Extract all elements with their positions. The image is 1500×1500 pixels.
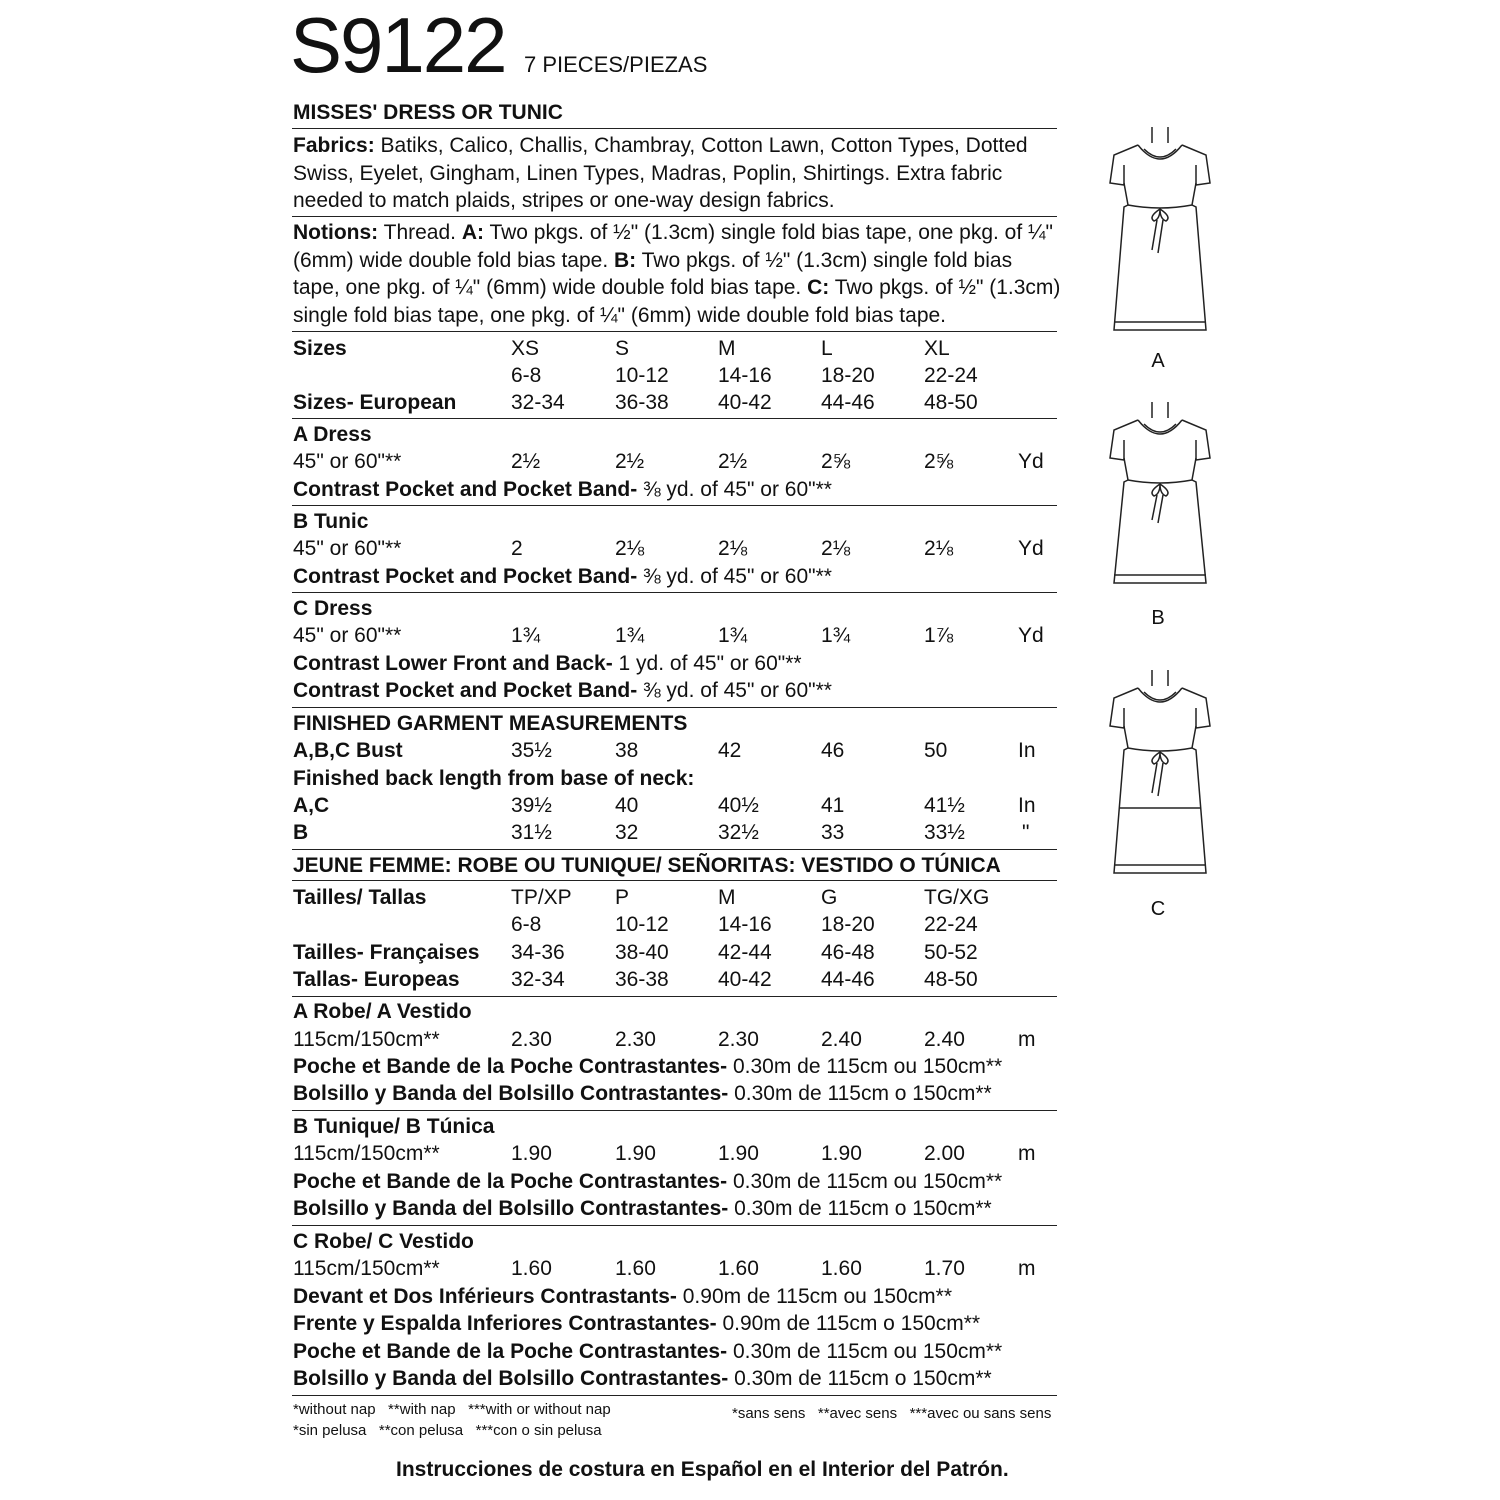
metric-numbers-row <box>293 911 1053 938</box>
sizes-numbers-row <box>293 362 1053 389</box>
contrast-value: 0.90m de 115cm ou 150cm** <box>676 1285 953 1308</box>
contrast-label: Poche et Bande de la Poche Contrastantes- <box>293 1170 728 1193</box>
finished-title: FINISHED GARMENT MEASUREMENTS <box>293 712 688 735</box>
contrast-value: ⅜ yd. of 45" or 60"** <box>637 478 832 501</box>
yardage-value: 2⅛ <box>821 537 851 560</box>
meterage-value: 1.60 <box>615 1257 656 1280</box>
divider <box>292 216 1057 217</box>
metric-title: JEUNE FEMME: ROBE OU TUNIQUE/ SEÑORITAS: VESTIDO O TÚNICA <box>293 854 1001 877</box>
divider <box>292 880 1057 881</box>
metric-fr-label: Tailles- Françaises <box>293 941 480 964</box>
measurement-value: 33 <box>821 821 845 844</box>
metric-c-bolsillo <box>293 1365 992 1392</box>
metric-b-poche <box>293 1168 1002 1195</box>
yardage-value: 2⅝ <box>924 450 954 473</box>
pattern-number: S9122 <box>290 1 506 89</box>
meterage-value: 2.30 <box>718 1028 759 1051</box>
fabric-width: 115cm/150cm** <box>293 1257 440 1280</box>
meterage-value: 2.30 <box>511 1028 552 1051</box>
b-length-row <box>293 819 1053 846</box>
divider <box>292 418 1057 419</box>
meterage-value: 1.90 <box>718 1142 759 1165</box>
meterage-value: 1.70 <box>924 1257 965 1280</box>
divider <box>292 331 1057 332</box>
yardage-value: 1¾ <box>718 624 748 647</box>
spanish-instructions-note: Instrucciones de costura en Español en el Interior del Patrón. <box>396 1458 1009 1481</box>
view-b-contrast <box>293 563 832 590</box>
measurement-value: 40 <box>615 794 639 817</box>
view-b-title: B Tunic <box>293 510 369 533</box>
yardage-value: 2⅝ <box>821 450 851 473</box>
divider <box>292 849 1057 850</box>
size-letter: P <box>615 886 630 909</box>
size-french: 42-44 <box>718 941 772 964</box>
fabric-width: 45" or 60"** <box>293 624 402 647</box>
view-b-yardage-row <box>293 535 1053 562</box>
yardage-value: 2⅛ <box>718 537 748 560</box>
sizes-european-row <box>293 389 1053 416</box>
contrast-label: Bolsillo y Banda del Bolsillo Contrastantes- <box>293 1082 729 1105</box>
unit: m <box>1018 1257 1036 1280</box>
yardage-value: 1¾ <box>511 624 541 647</box>
unit: In <box>1018 794 1036 817</box>
size-number: 6-8 <box>511 913 542 936</box>
sizes-european-label: Sizes- European <box>293 391 457 414</box>
measurement-value: 33½ <box>924 821 965 844</box>
notions-a-text: Two pkgs. of ½" (1.3cm) single fold bias tape, one pkg. of ¼" (6mm) wide double fold bias tape. <box>293 221 1053 272</box>
view-a-illustration <box>1100 125 1220 340</box>
contrast-label: Poche et Bande de la Poche Contrastantes- <box>293 1055 728 1078</box>
size-french: 46-48 <box>821 941 875 964</box>
meterage-value: 1.90 <box>615 1142 656 1165</box>
divider <box>292 707 1057 708</box>
meterage-value: 1.90 <box>821 1142 862 1165</box>
size-letter: S <box>615 337 630 360</box>
ac-length-row <box>293 792 1053 819</box>
size-number: 6-8 <box>511 364 542 387</box>
contrast-label: Poche et Bande de la Poche Contrastantes- <box>293 1340 728 1363</box>
contrast-label: Contrast Pocket and Pocket Band- <box>293 478 638 501</box>
metric-c-row <box>293 1255 1053 1282</box>
metric-c-poche <box>293 1338 1002 1365</box>
size-french: 50-52 <box>924 941 978 964</box>
divider <box>292 505 1057 506</box>
metric-a-poche <box>293 1053 1002 1080</box>
fabrics-label: Fabrics: <box>293 134 375 157</box>
size-european: 32-34 <box>511 968 565 991</box>
contrast-value: 0.30m de 115cm o 150cm** <box>728 1197 992 1220</box>
b-label: B <box>293 821 309 844</box>
unit: " <box>1022 821 1030 844</box>
fabric-width: 45" or 60"** <box>293 537 402 560</box>
metric-a-bolsillo <box>293 1080 992 1107</box>
size-letter: M <box>718 337 736 360</box>
notions-thread: Thread. <box>378 221 462 244</box>
size-number: 10-12 <box>615 913 669 936</box>
contrast-value: ⅜ yd. of 45" or 60"** <box>637 679 832 702</box>
metric-b-bolsillo <box>293 1195 992 1222</box>
size-european: 32-34 <box>511 391 565 414</box>
yardage-value: 1⅞ <box>924 624 954 647</box>
bust-label: A,B,C Bust <box>293 739 403 762</box>
contrast-value: 0.90m de 115cm o 150cm** <box>716 1312 981 1335</box>
size-european: 48-50 <box>924 968 978 991</box>
size-number: 14-16 <box>718 364 772 387</box>
view-a-yardage-row <box>293 448 1053 475</box>
yardage-value: 2½ <box>718 450 748 473</box>
size-number: 18-20 <box>821 913 875 936</box>
view-b-label: B <box>1151 607 1165 629</box>
size-french: 38-40 <box>615 941 669 964</box>
notions-b-text: Two pkgs. of ½" (1.3cm) single fold bias tape, one pkg. of ¼" (6mm) wide double fold bias tape. <box>293 248 1013 299</box>
contrast-value: 0.30m de 115cm o 150cm** <box>728 1082 992 1105</box>
size-letter: L <box>821 337 833 360</box>
notions-view-a: A: <box>461 221 484 244</box>
meterage-value: 2.40 <box>821 1028 862 1051</box>
back-length-label: Finished back length from base of neck: <box>293 767 695 790</box>
unit: Yd <box>1018 624 1044 647</box>
footnote-french: *sans sens **avec sens ***avec ou sans sens <box>732 1405 1052 1422</box>
metric-fr-row <box>293 939 1053 966</box>
sizes-row <box>293 335 1053 362</box>
size-letter: XL <box>924 337 950 360</box>
view-a-title: A Dress <box>293 423 372 446</box>
metric-sizes-label: Tailles/ Tallas <box>293 886 427 909</box>
measurement-value: 46 <box>821 739 845 762</box>
view-a-contrast <box>293 476 832 503</box>
meterage-value: 1.60 <box>511 1257 552 1280</box>
sizes-label: Sizes <box>293 337 347 360</box>
measurement-value: 35½ <box>511 739 552 762</box>
metric-a-title: A Robe/ A Vestido <box>293 1000 472 1023</box>
notions-label: Notions: <box>293 221 379 244</box>
yardage-value: 2⅛ <box>615 537 645 560</box>
contrast-label: Bolsillo y Banda del Bolsillo Contrastantes- <box>293 1367 729 1390</box>
view-c-contrast-pocket <box>293 677 832 704</box>
measurement-value: 41 <box>821 794 845 817</box>
unit: Yd <box>1018 537 1044 560</box>
notions-view-b: B: <box>614 248 637 272</box>
ac-label: A,C <box>293 794 330 817</box>
fabric-width: 45" or 60"** <box>293 450 402 473</box>
size-letter: TP/XP <box>511 886 572 909</box>
measurement-value: 38 <box>615 739 639 762</box>
yardage-value: 1¾ <box>615 624 645 647</box>
fabric-width: 115cm/150cm** <box>293 1142 440 1165</box>
metric-eu-label: Tallas- Europeas <box>293 968 460 991</box>
yardage-value: 1¾ <box>821 624 851 647</box>
metric-c-title: C Robe/ C Vestido <box>293 1230 474 1253</box>
size-number: 10-12 <box>615 364 669 387</box>
size-letter: G <box>821 886 838 909</box>
yardage-value: 2 <box>511 537 523 560</box>
metric-c-devant <box>293 1283 952 1310</box>
fabrics-section <box>293 132 1061 215</box>
contrast-value: 0.30m de 115cm ou 150cm** <box>727 1340 1003 1363</box>
footnote-english: *without nap **with nap ***with or without nap <box>293 1401 611 1418</box>
contrast-label: Contrast Lower Front and Back- <box>293 652 613 675</box>
size-number: 22-24 <box>924 913 978 936</box>
view-a-label: A <box>1151 350 1165 372</box>
contrast-label: Bolsillo y Banda del Bolsillo Contrastantes- <box>293 1197 729 1220</box>
size-european: 36-38 <box>615 391 669 414</box>
size-european: 40-42 <box>718 968 772 991</box>
contrast-value: ⅜ yd. of 45" or 60"** <box>637 565 832 588</box>
size-letter: M <box>718 886 736 909</box>
size-number: 14-16 <box>718 913 772 936</box>
size-letter: XS <box>511 337 540 360</box>
fabrics-text: Batiks, Calico, Challis, Chambray, Cotton Lawn, Cotton Types, Dotted Swiss, Eyelet, Gingham, Linen Types, Madras, Poplin, Shirtings. Extra fabric needed to match plaids, stripes or one-way design fabrics. <box>293 134 1028 212</box>
notions-c-text: Two pkgs. of ½" (1.3cm) single fold bias tape, one pkg. of ¼" (6mm) wide double fold bias tape. <box>293 276 1061 327</box>
meterage-value: 2.40 <box>924 1028 965 1051</box>
contrast-value: 1 yd. of 45" or 60"** <box>612 652 802 675</box>
size-number: 18-20 <box>821 364 875 387</box>
divider <box>292 1110 1057 1111</box>
contrast-label: Contrast Pocket and Pocket Band- <box>293 565 638 588</box>
metric-a-row <box>293 1026 1053 1053</box>
measurement-value: 32½ <box>718 821 759 844</box>
metric-b-row <box>293 1140 1053 1167</box>
garment-title: MISSES' DRESS OR TUNIC <box>293 101 563 124</box>
contrast-label: Devant et Dos Inférieurs Contrastants- <box>293 1285 677 1308</box>
meterage-value: 1.60 <box>821 1257 862 1280</box>
view-c-title: C Dress <box>293 597 373 620</box>
metric-b-title: B Tunique/ B Túnica <box>293 1115 495 1138</box>
size-letter: TG/XG <box>924 886 990 909</box>
footnote-spanish: *sin pelusa **con pelusa ***con o sin pelusa <box>293 1422 602 1439</box>
size-european: 44-46 <box>821 968 875 991</box>
metric-sizes-row <box>293 884 1053 911</box>
piece-count: 7 PIECES/PIEZAS <box>524 52 708 77</box>
measurement-value: 41½ <box>924 794 965 817</box>
measurement-value: 39½ <box>511 794 552 817</box>
size-french: 34-36 <box>511 941 565 964</box>
yardage-value: 2⅛ <box>924 537 954 560</box>
yardage-value: 2½ <box>511 450 541 473</box>
divider <box>292 592 1057 593</box>
size-european: 36-38 <box>615 968 669 991</box>
divider <box>292 996 1057 997</box>
contrast-value: 0.30m de 115cm ou 150cm** <box>727 1055 1003 1078</box>
bust-row <box>293 737 1053 764</box>
unit: m <box>1018 1028 1036 1051</box>
measurement-value: 42 <box>718 739 742 762</box>
meterage-value: 1.90 <box>511 1142 552 1165</box>
contrast-label: Frente y Espalda Inferiores Contrastantes- <box>293 1312 717 1335</box>
view-c-yardage-row <box>293 622 1053 649</box>
measurement-value: 40½ <box>718 794 759 817</box>
metric-eu-row <box>293 966 1053 993</box>
view-c-illustration <box>1100 668 1220 883</box>
metric-c-frente <box>293 1310 980 1337</box>
meterage-value: 2.00 <box>924 1142 965 1165</box>
view-c-contrast-lower <box>293 650 802 677</box>
size-european: 40-42 <box>718 391 772 414</box>
measurement-value: 32 <box>615 821 639 844</box>
measurement-value: 31½ <box>511 821 552 844</box>
notions-section <box>293 219 1061 329</box>
view-c-label: C <box>1150 898 1166 920</box>
meterage-value: 2.30 <box>615 1028 656 1051</box>
unit: m <box>1018 1142 1036 1165</box>
contrast-value: 0.30m de 115cm o 150cm** <box>728 1367 992 1390</box>
divider <box>292 1395 1057 1396</box>
yardage-value: 2½ <box>615 450 645 473</box>
size-number: 22-24 <box>924 364 978 387</box>
measurement-value: 50 <box>924 739 948 762</box>
divider <box>292 1225 1057 1226</box>
contrast-value: 0.30m de 115cm ou 150cm** <box>727 1170 1003 1193</box>
size-european: 44-46 <box>821 391 875 414</box>
size-european: 48-50 <box>924 391 978 414</box>
contrast-label: Contrast Pocket and Pocket Band- <box>293 679 638 702</box>
unit: Yd <box>1018 450 1044 473</box>
divider <box>292 128 1057 129</box>
unit: In <box>1018 739 1036 762</box>
fabric-width: 115cm/150cm** <box>293 1028 440 1051</box>
notions-view-c: C: <box>807 276 830 299</box>
view-b-illustration <box>1100 400 1220 590</box>
meterage-value: 1.60 <box>718 1257 759 1280</box>
